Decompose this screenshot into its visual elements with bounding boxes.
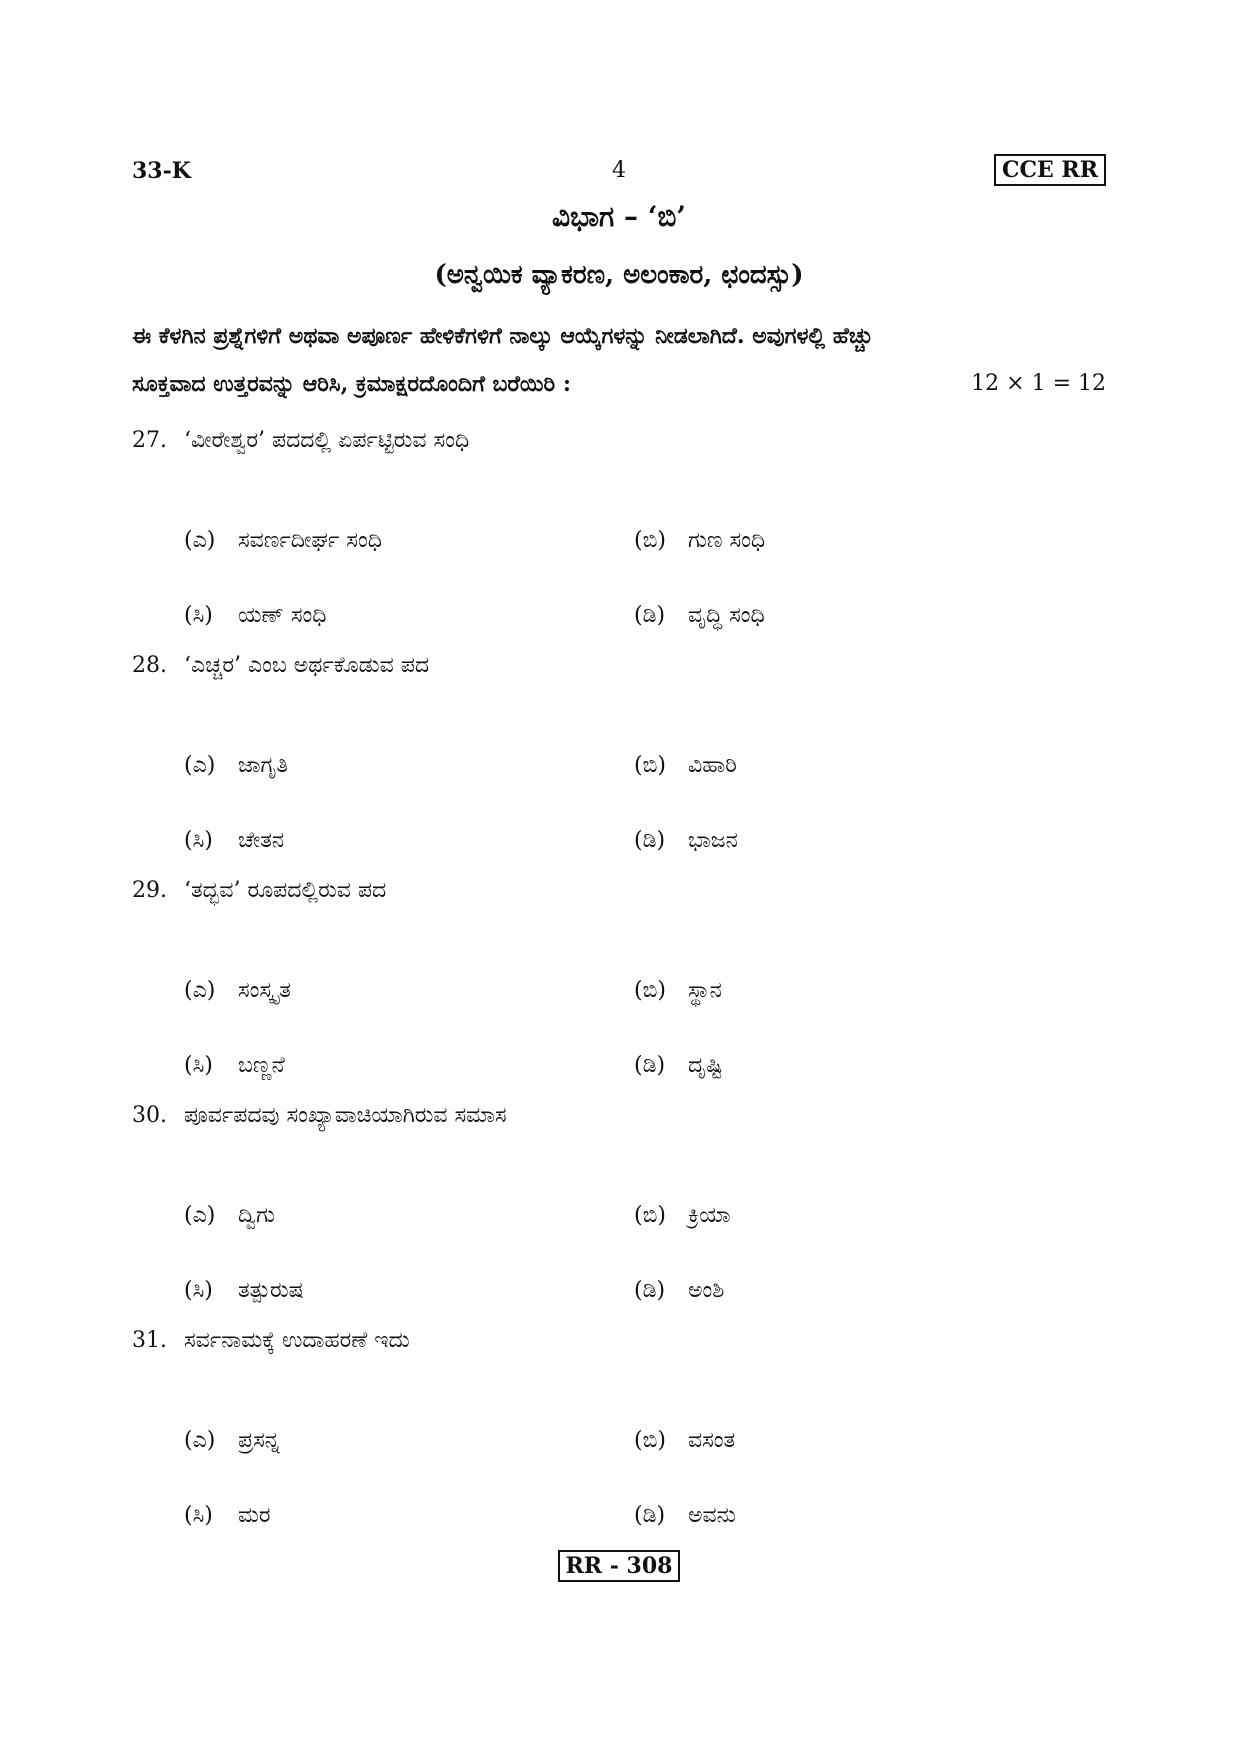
options xyxy=(132,908,1106,1078)
option-text: ವೃದ್ಧಿ ಸಂಧಿ xyxy=(688,603,765,628)
option-text: ಅವನು xyxy=(688,1503,736,1528)
footer xyxy=(0,1550,1238,1582)
option-a[interactable] xyxy=(184,524,382,558)
option-label: (ಎ) xyxy=(184,978,216,1003)
option-label: (ಎ) xyxy=(184,1428,216,1453)
question-text: ಪೂರ್ವಪದವು ಸಂಖ್ಯಾವಾಚಿಯಾಗಿರುವ ಸಮಾಸ xyxy=(184,1103,507,1128)
option-label: (ಸಿ) xyxy=(184,828,213,853)
option-text: ಸಂಸ್ಕೃತ xyxy=(238,978,291,1003)
option-text: ತತ್ಪುರುಷ xyxy=(238,1278,304,1303)
question-30 xyxy=(132,1099,1106,1303)
series-badge: CCE RR xyxy=(994,154,1106,186)
option-b[interactable] xyxy=(634,974,722,1008)
option-text: ಮರ xyxy=(238,1503,271,1528)
option-text: ಸವರ್ಣದೀರ್ಘ ಸಂಧಿ xyxy=(238,528,382,553)
question-27 xyxy=(132,424,1106,628)
question-stem xyxy=(132,1324,1106,1358)
question-stem xyxy=(132,424,1106,458)
option-d[interactable] xyxy=(634,1499,736,1533)
option-d[interactable] xyxy=(634,824,738,858)
option-c[interactable] xyxy=(184,824,284,858)
option-d[interactable] xyxy=(634,599,765,633)
option-text: ಬಣ್ಣನೆ xyxy=(238,1053,285,1078)
option-label: (ಸಿ) xyxy=(184,1053,213,1078)
option-b[interactable] xyxy=(634,749,737,783)
option-text: ಕ್ರಿಯಾ xyxy=(688,1203,731,1228)
option-text: ಅಂಶಿ xyxy=(688,1278,725,1303)
option-label: (ಎ) xyxy=(184,528,216,553)
option-text: ವಸಂತ xyxy=(688,1428,736,1453)
marks-allotment: 12 × 1 = 12 xyxy=(971,371,1106,396)
option-a[interactable] xyxy=(184,1199,275,1233)
option-label: (ಸಿ) xyxy=(184,603,213,628)
section-title: ವಿಭಾಗ – ‘ಬಿ’ xyxy=(551,200,687,233)
question-stem xyxy=(132,1099,1106,1133)
option-label: (ಬಿ) xyxy=(634,978,666,1003)
question-number: 31. xyxy=(132,1328,167,1353)
options xyxy=(132,458,1106,628)
option-text: ಸ್ಥಾನ xyxy=(688,978,722,1003)
option-label: (ಎ) xyxy=(184,1203,216,1228)
option-label: (ಬಿ) xyxy=(634,1203,666,1228)
option-text: ವಿಹಾರಿ xyxy=(688,753,737,778)
question-number: 27. xyxy=(132,428,167,453)
footer-code-badge: RR - 308 xyxy=(558,1550,681,1582)
question-number: 29. xyxy=(132,878,167,903)
option-text: ಚೇತನ xyxy=(238,828,285,853)
option-c[interactable] xyxy=(184,1049,285,1083)
question-text: ‘ತದ್ಭವ’ ರೂಪದಲ್ಲಿರುವ ಪದ xyxy=(184,878,387,903)
option-label: (ಡಿ) xyxy=(634,1278,666,1303)
option-d[interactable] xyxy=(634,1274,724,1308)
question-text: ಸರ್ವನಾಮಕ್ಕೆ ಉದಾಹರಣೆ ಇದು xyxy=(184,1328,410,1353)
question-number: 28. xyxy=(132,653,167,678)
option-a[interactable] xyxy=(184,974,291,1008)
question-number: 30. xyxy=(132,1103,167,1128)
paper-code: 33-K xyxy=(132,158,191,184)
options xyxy=(132,1358,1106,1528)
option-label: (ಸಿ) xyxy=(184,1503,213,1528)
option-b[interactable] xyxy=(634,1424,735,1458)
option-text: ಪ್ರಸನ್ನ xyxy=(238,1428,280,1453)
page-number: 4 xyxy=(612,158,626,183)
option-c[interactable] xyxy=(184,1499,271,1533)
option-label: (ಬಿ) xyxy=(634,1428,666,1453)
option-text: ದೃಷ್ಟಿ xyxy=(688,1053,723,1078)
option-b[interactable] xyxy=(634,524,765,558)
option-label: (ಬಿ) xyxy=(634,528,666,553)
option-label: (ಎ) xyxy=(184,753,216,778)
option-label: (ಡಿ) xyxy=(634,603,666,628)
option-text: ಯಣ್ ಸಂಧಿ xyxy=(238,603,327,628)
option-b[interactable] xyxy=(634,1199,731,1233)
question-28 xyxy=(132,649,1106,853)
section-subtitle: (ಅನ್ವಯಿಕ ವ್ಯಾಕರಣ, ಅಲಂಕಾರ, ಛಂದಸ್ಸು) xyxy=(434,260,804,290)
option-text: ಗುಣ ಸಂಧಿ xyxy=(688,528,766,553)
question-stem xyxy=(132,649,1106,683)
option-a[interactable] xyxy=(184,749,288,783)
instructions-row2 xyxy=(132,360,1106,408)
question-31 xyxy=(132,1324,1106,1528)
option-c[interactable] xyxy=(184,1274,304,1308)
options xyxy=(132,1133,1106,1303)
option-label: (ಸಿ) xyxy=(184,1278,213,1303)
option-label: (ಡಿ) xyxy=(634,828,666,853)
option-label: (ಡಿ) xyxy=(634,1503,666,1528)
question-stem xyxy=(132,874,1106,908)
option-c[interactable] xyxy=(184,599,326,633)
option-a[interactable] xyxy=(184,1424,280,1458)
instructions-line1: ಈ ಕೆಳಗಿನ ಪ್ರಶ್ನೆಗಳಿಗೆ ಅಥವಾ ಅಪೂರ್ಣ ಹೇಳಿಕೆಗಳಿಗೆ ನಾಲ್ಕು ಆಯ್ಕೆಗಳನ್ನು ನೀಡಲಾಗಿದೆ. ಅವುಗಳಲ್ಲಿ ಹೆಚ್ಚು xyxy=(132,323,874,349)
option-label: (ಡಿ) xyxy=(634,1053,666,1078)
options xyxy=(132,683,1106,853)
option-text: ಭಾಜನ xyxy=(688,828,738,853)
instructions xyxy=(132,312,1106,408)
question-text: ‘ಎಚ್ಚರ’ ಎಂಬ ಅರ್ಥಕೊಡುವ ಪದ xyxy=(184,653,430,678)
option-text: ದ್ವಿಗು xyxy=(238,1203,276,1228)
instructions-line2: ಸೂಕ್ತವಾದ ಉತ್ತರವನ್ನು ಆರಿಸಿ, ಕ್ರಮಾಕ್ಷರದೊಂದಿಗೆ ಬರೆಯಿರಿ : xyxy=(132,371,571,397)
option-label: (ಬಿ) xyxy=(634,753,666,778)
option-text: ಜಾಗೃತಿ xyxy=(238,753,289,778)
question-29 xyxy=(132,874,1106,1078)
question-text: ‘ವೀರೇಶ್ವರ’ ಪದದಲ್ಲಿ ಏರ್ಪಟ್ಟಿರುವ ಸಂಧಿ xyxy=(184,428,470,453)
option-d[interactable] xyxy=(634,1049,723,1083)
